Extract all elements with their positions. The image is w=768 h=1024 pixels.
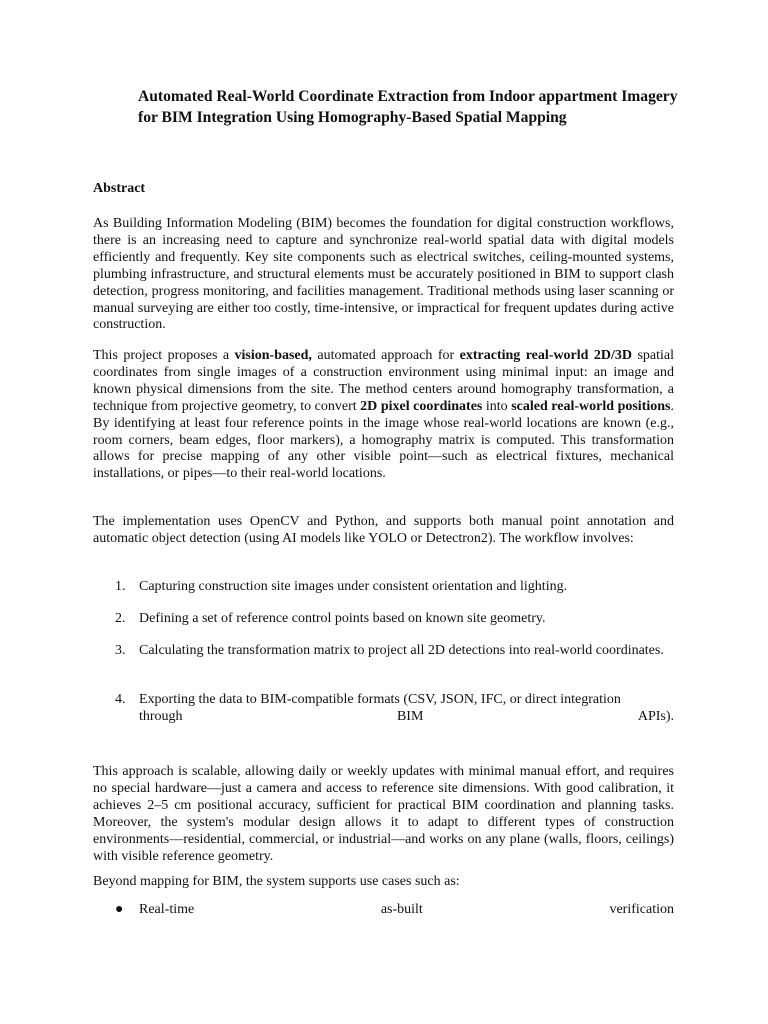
abstract-paragraph-5: This approach is scalable, allowing daily or weekly updates with minimal manual effort, and requires no special hardware—just a camera and access to reference site dimensions. With good calibration, it achieves 2–5 cm positional accuracy, sufficient for practical BIM coordination and planning tasks. Moreover, the system's modular design allows it to adapt to different types of construction environments—residential, commercial, or industrial—and works on any plane (walls, floors, ceilings) with visible reference geometry. xyxy=(93,764,674,864)
list-number: 3. xyxy=(115,643,126,658)
abstract-paragraph-2 xyxy=(93,348,674,483)
list-item-text: Calculating the transformation matrix to project all 2D detections into real-world coordinates. xyxy=(139,643,664,658)
abstract-heading: Abstract xyxy=(93,181,146,196)
bullet-dot-icon: ● xyxy=(115,902,124,917)
para2-text-4: into xyxy=(482,398,512,414)
para2-bold-4: scaled real-world positions xyxy=(511,398,671,414)
list-number: 1. xyxy=(115,579,126,594)
para2-text-5: . By identifying at least four reference points in the image whose real-world locations are known (e.g., room corners, beam edges, floor markers), a homography matrix is computed. This transformation allows for precise mapping of any other visible point—such as electrical fixtures, mechanical installations, or pipes—to their real-world locations. xyxy=(93,398,674,482)
bullet-word: verification xyxy=(609,902,674,917)
list-item-text: Capturing construction site images under consistent orientation and lighting. xyxy=(139,579,568,594)
list-word: APIs). xyxy=(637,708,674,724)
document-title: Automated Real-World Coordinate Extraction from Indoor appartment Imagery for BIM Integration Using Homography-Based Spatial Mapping xyxy=(138,88,678,126)
para2-text-3: spatial coordinates from single images of a construction environment using minimal input: an image and known physical dimensions from the site. The method centers around homography transformation, a technique from projective geometry, to convert xyxy=(93,348,674,414)
list-word: BIM xyxy=(396,708,424,724)
list-number: 2. xyxy=(115,611,126,626)
list-number: 4. xyxy=(115,692,126,707)
abstract-paragraph-6: Beyond mapping for BIM, the system supports use cases such as: xyxy=(93,874,460,889)
list-item-line-2 xyxy=(139,709,674,726)
list-item-text xyxy=(139,692,674,726)
para2-bold-2: extracting real-world 2D/3D xyxy=(459,348,632,363)
list-item-text: Defining a set of reference control points based on known site geometry. xyxy=(139,611,546,626)
bullet-word: Real-time xyxy=(139,902,195,917)
para2-bold-3: 2D pixel coordinates xyxy=(360,398,483,414)
para2-text-2: automated approach for xyxy=(311,348,460,363)
abstract-paragraph-1: As Building Information Modeling (BIM) becomes the foundation for digital construction workflows, there is an increasing need to capture and synchronize real-world spatial data with digital models efficiently and frequently. Key site components such as electrical switches, ceiling-mounted systems, plumbing infrastructure, and structural elements must be accurately positioned in BIM to support clash detection, progress monitoring, and facilities management. Traditional methods using laser scanning or manual surveying are either too costly, time-intensive, or impractical for frequent updates during active construction. xyxy=(93,216,674,333)
abstract-paragraph-3: The implementation uses OpenCV and Python, and supports both manual point annotation and automatic object detection (using AI models like YOLO or Detectron2). The workflow involves: xyxy=(93,514,674,546)
list-word: through xyxy=(139,708,183,724)
list-item-line-1: Exporting the data to BIM-compatible formats (CSV, JSON, IFC, or direct integration xyxy=(139,692,621,707)
bullet-word: as-built xyxy=(380,902,423,917)
bullet-item-text xyxy=(139,902,674,919)
para2-bold-1: vision-based, xyxy=(234,348,312,363)
para2-text-1: This project proposes a xyxy=(93,348,235,363)
